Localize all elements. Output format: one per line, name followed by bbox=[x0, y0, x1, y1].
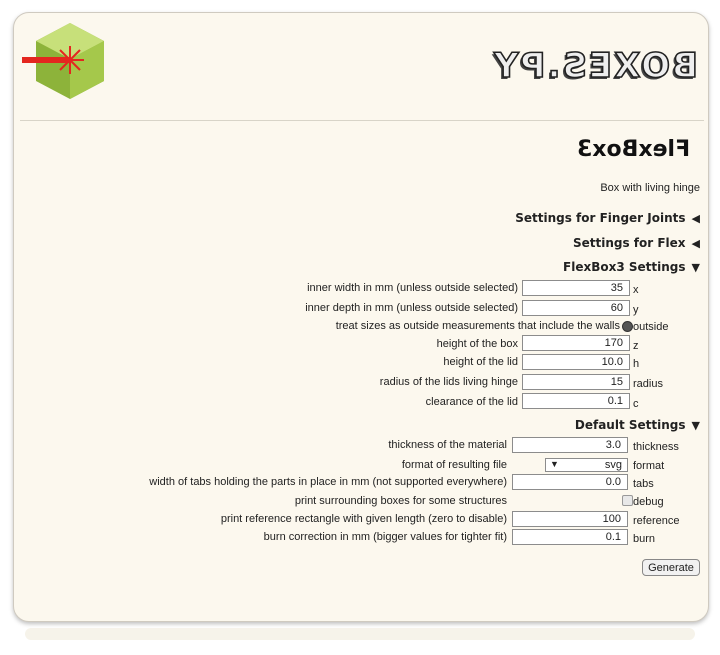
input-reference[interactable]: 100 bbox=[512, 511, 628, 527]
help-thickness: thickness of the material bbox=[388, 439, 507, 451]
label-x: x bbox=[633, 284, 639, 296]
page-title: FlexBox3 bbox=[576, 137, 690, 162]
section-flex[interactable] bbox=[573, 236, 700, 250]
checkbox-outside[interactable] bbox=[622, 321, 633, 332]
help-c: clearance of the lid bbox=[425, 396, 518, 408]
label-thickness: thickness bbox=[633, 441, 679, 453]
header-divider bbox=[20, 120, 704, 121]
help-x: inner width in mm (unless outside selected) bbox=[307, 282, 518, 294]
brand-title[interactable]: BOXES.PY bbox=[492, 46, 698, 86]
help-tabs: width of tabs holding the parts in place in mm (not supported everywhere) bbox=[149, 476, 507, 488]
input-h[interactable]: 10.0 bbox=[522, 354, 630, 370]
generate-button[interactable]: Generate bbox=[642, 559, 700, 576]
label-reference: reference bbox=[633, 515, 680, 527]
input-tabs[interactable]: 0.0 bbox=[512, 474, 628, 490]
label-tabs: tabs bbox=[633, 478, 654, 490]
page-description: Box with living hinge bbox=[600, 182, 700, 194]
select-format[interactable] bbox=[545, 458, 628, 472]
help-debug: print surrounding boxes for some structures bbox=[294, 495, 507, 507]
input-y[interactable]: 60 bbox=[522, 300, 630, 316]
help-format: format of resulting file bbox=[401, 459, 507, 471]
label-h: h bbox=[633, 358, 640, 370]
section-finger-label: Settings for Finger Joints bbox=[515, 211, 686, 225]
help-outside: treat sizes as outside measurements that include the walls bbox=[335, 320, 620, 332]
help-z: height of the box bbox=[436, 338, 518, 350]
help-burn: burn correction in mm (bigger values for tighter fit) bbox=[263, 531, 507, 543]
input-thickness[interactable]: 3.0 bbox=[512, 437, 628, 453]
input-burn[interactable]: 0.1 bbox=[512, 529, 628, 545]
boxes-logo-icon[interactable] bbox=[20, 20, 110, 102]
label-z: z bbox=[633, 340, 639, 352]
collapse-triangle-icon: ▼ bbox=[691, 261, 700, 274]
help-radius: radius of the lids living hinge bbox=[379, 376, 518, 388]
label-outside: outside bbox=[633, 321, 669, 333]
section-flexbox3-settings[interactable] bbox=[563, 260, 700, 274]
card-bottom-shadow bbox=[25, 628, 695, 640]
label-y: y bbox=[633, 304, 639, 316]
checkbox-debug[interactable] bbox=[622, 495, 633, 506]
label-radius: radius bbox=[633, 378, 663, 390]
help-reference: print reference rectangle with given length (zero to disable) bbox=[220, 513, 507, 525]
expand-triangle-icon: ◀ bbox=[691, 237, 700, 250]
chevron-down-icon: ▼ bbox=[550, 459, 559, 469]
section-default-label: Default Settings bbox=[574, 418, 686, 432]
section-default-settings[interactable] bbox=[575, 418, 700, 432]
help-y: inner depth in mm (unless outside selected) bbox=[305, 302, 518, 314]
collapse-triangle-icon: ▼ bbox=[691, 419, 700, 432]
section-finger-joints[interactable] bbox=[515, 211, 700, 225]
select-format-value: svg bbox=[604, 459, 622, 471]
label-debug: debug bbox=[633, 496, 664, 508]
help-h: height of the lid bbox=[443, 356, 518, 368]
label-format: format bbox=[633, 460, 665, 472]
expand-triangle-icon: ◀ bbox=[691, 212, 700, 225]
input-c[interactable]: 0.1 bbox=[522, 393, 630, 409]
section-flex-label: Settings for Flex bbox=[572, 236, 686, 250]
input-x[interactable]: 35 bbox=[522, 280, 630, 296]
label-c: c bbox=[633, 398, 639, 410]
section-flexbox3-label: FlexBox3 Settings bbox=[563, 260, 686, 274]
input-z[interactable]: 170 bbox=[522, 335, 630, 351]
input-radius[interactable]: 15 bbox=[522, 374, 630, 390]
label-burn: burn bbox=[633, 533, 656, 545]
